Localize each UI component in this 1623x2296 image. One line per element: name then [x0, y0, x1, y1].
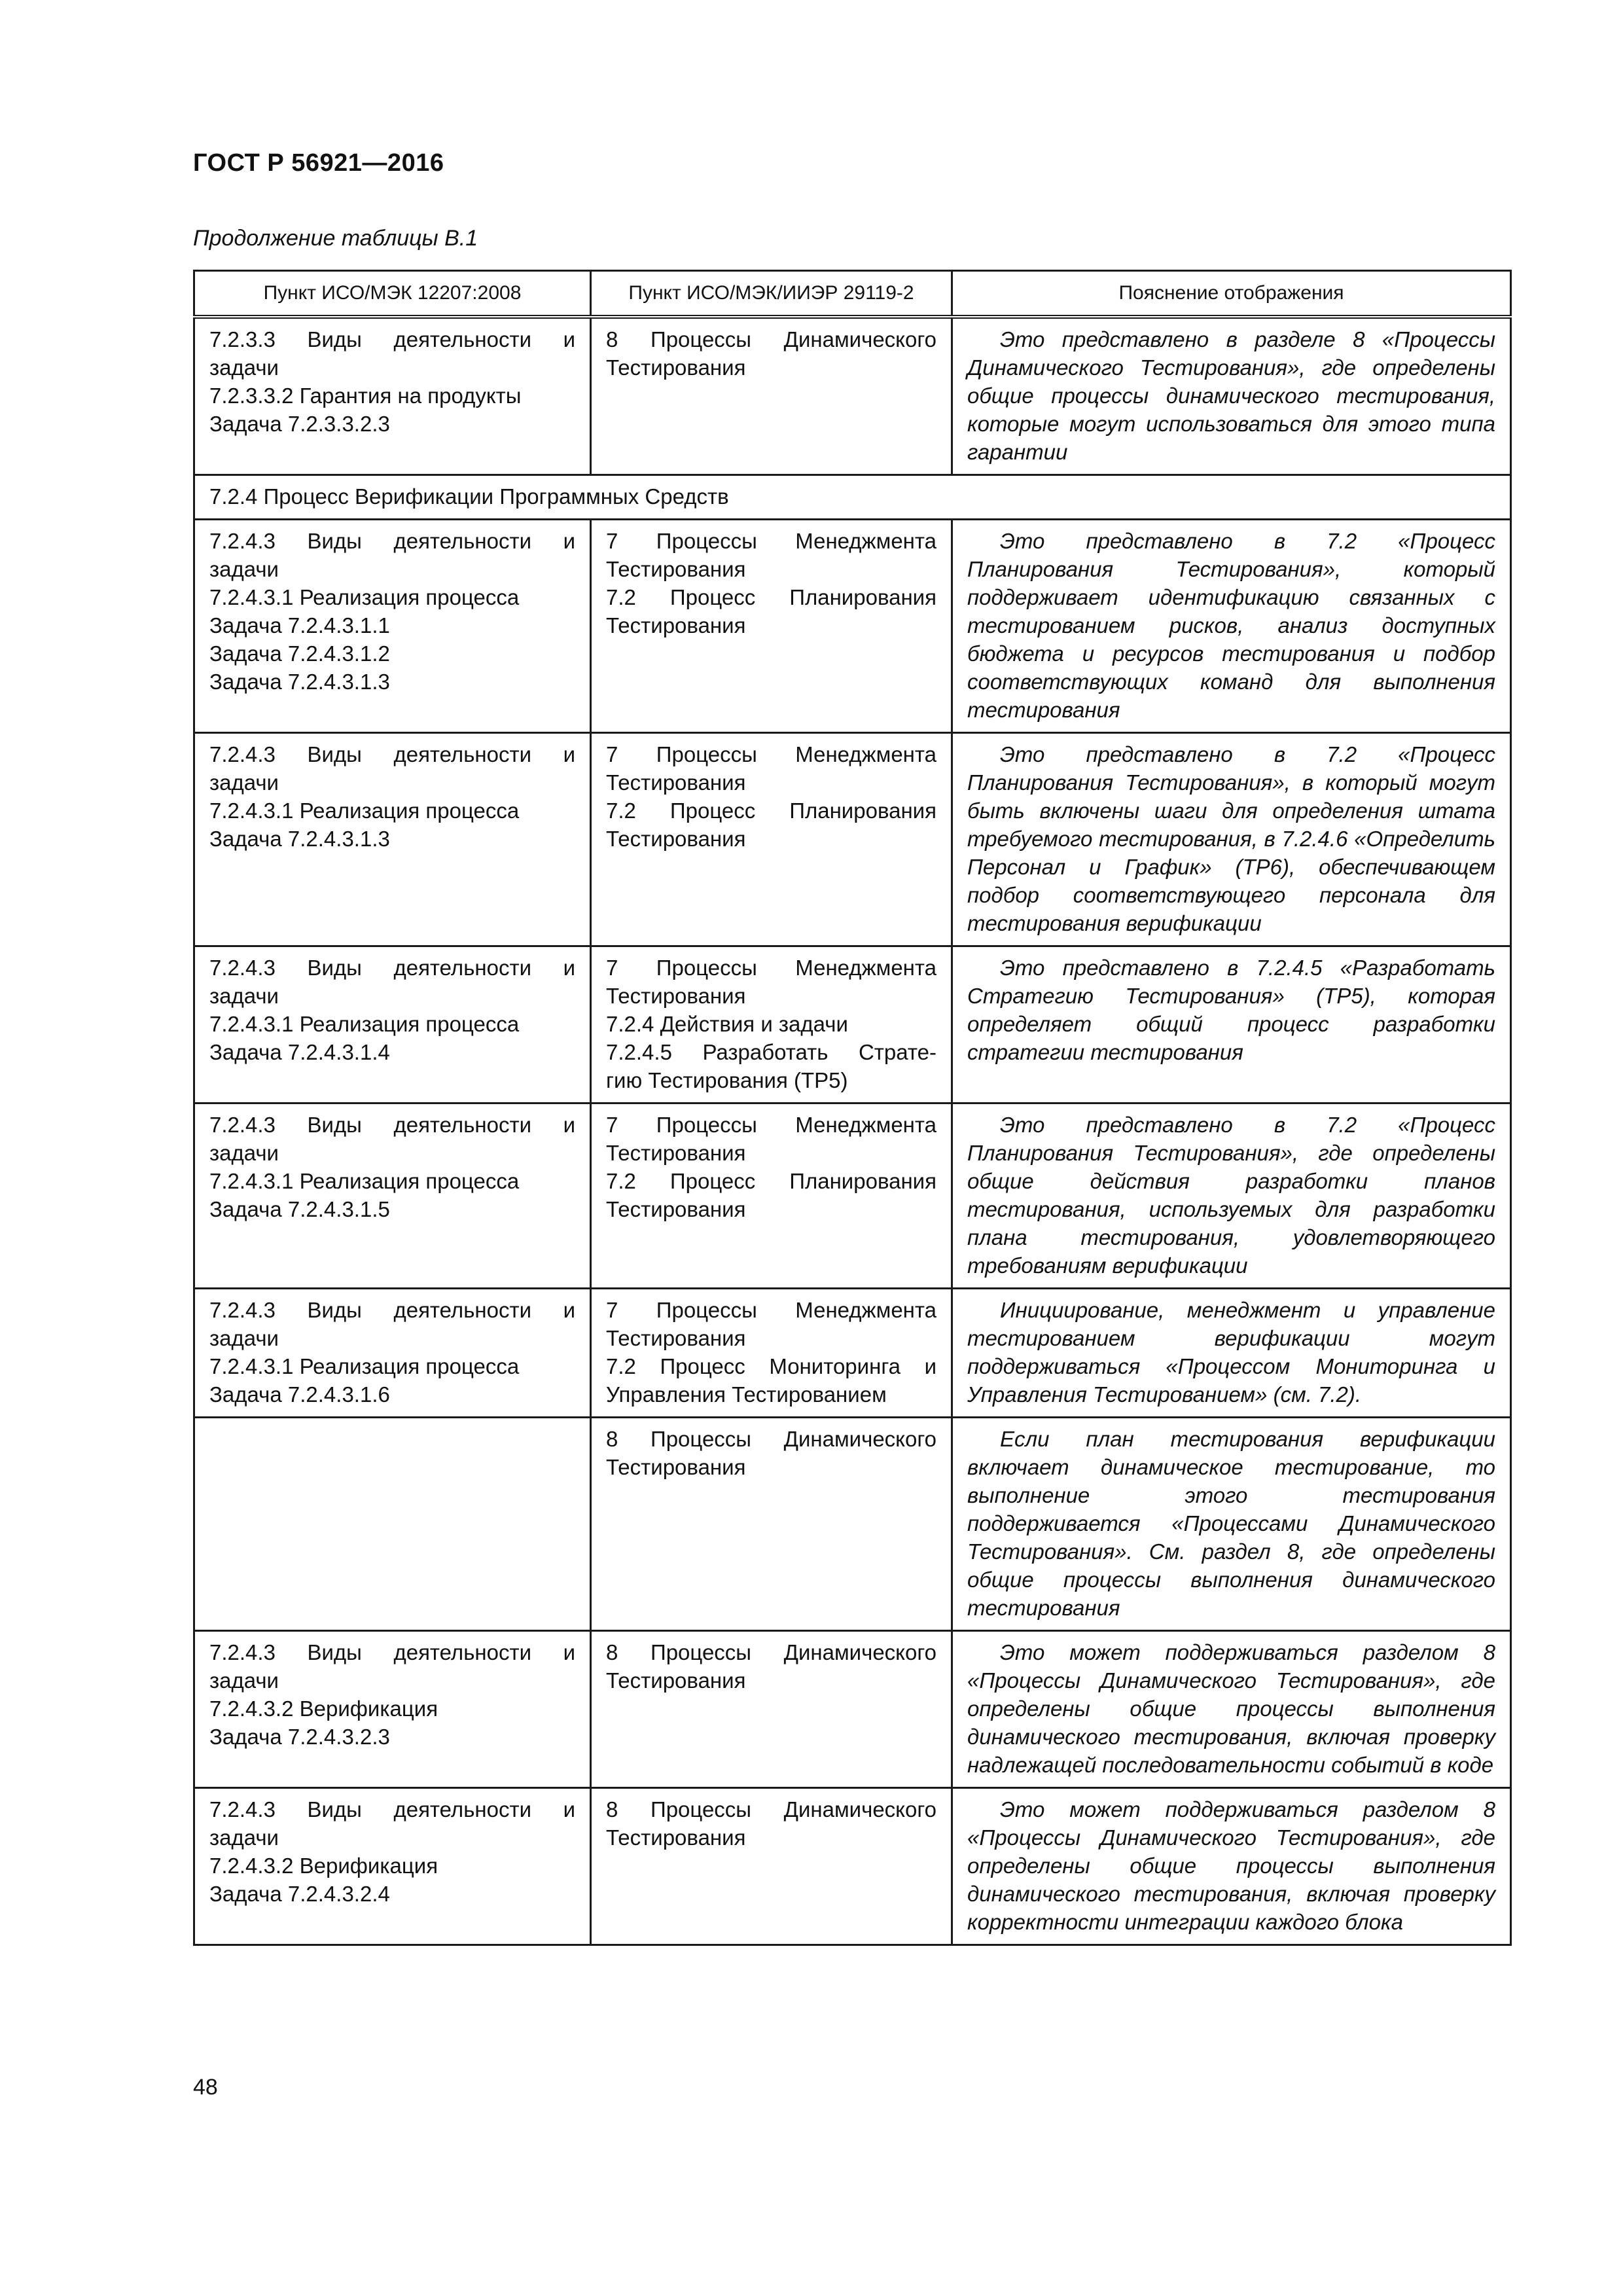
cell-line: Тестирования: [606, 1326, 746, 1350]
cell-iso29119-clause: [591, 1788, 952, 1945]
cell-line: 8 Процессы Динамического: [606, 1797, 936, 1821]
cell-line: 7.2.4 Действия и задачи: [606, 1012, 848, 1036]
table-row: [194, 1788, 1511, 1945]
cell-line: Задача 7.2.4.3.1.3: [209, 670, 390, 694]
cell-iso12207-clause: [194, 1418, 591, 1631]
explanation-text: Это может поддерживаться разделом 8 «Процессы Динамического Тестирования», где определены общие процессы выполнения динамического тестирования, включая проверку надлежащей последовательности событий в коде: [967, 1640, 1495, 1777]
cell-line: Управления Тестированием: [606, 1382, 887, 1407]
explanation-text: Если план тестирования верификации включает динамическое тестирование, то выполнение этого тестирования поддерживается «Процессами Динамического Тестирования». См. раздел 8, где определены общие процессы выполнения динамического тестирования: [967, 1427, 1495, 1620]
cell-line: Тестирования: [606, 1825, 746, 1850]
cell-line: 7 Процессы Менеджмента: [606, 956, 936, 980]
cell-line: гию Тестирования (ТР5): [606, 1068, 848, 1092]
cell-line: 7 Процессы Менеджмента: [606, 1113, 936, 1137]
table-row: [194, 1631, 1511, 1788]
cell-line: 7.2.4.3.2 Верификация: [209, 1696, 438, 1721]
mapping-table-container: [193, 270, 1510, 1946]
cell-line: Задача 7.2.4.3.1.3: [209, 827, 390, 851]
cell-line: Тестирования: [606, 984, 746, 1008]
table-row: [194, 520, 1511, 733]
cell-line: 7.2.4.3.1 Реализация процесса: [209, 1169, 520, 1193]
cell-line: Тестирования: [606, 613, 746, 637]
cell-iso12207-clause: [194, 317, 591, 475]
cell-line: Тестирования: [606, 1668, 746, 1693]
cell-iso12207-clause: [194, 946, 591, 1103]
cell-line: Задача 7.2.4.3.2.3: [209, 1725, 390, 1749]
cell-line: задачи: [209, 355, 279, 380]
cell-line: Тестирования: [606, 1455, 746, 1479]
column-header-iso29119: Пункт ИСО/МЭК/ИИЭР 29119-2: [591, 271, 952, 317]
table-row: [194, 317, 1511, 475]
cell-line: 7.2.4.3.1 Реализация процесса: [209, 1012, 520, 1036]
explanation-text: Это представлено в 7.2 «Процесс Планирования Тестирования», где определены общие действия разработки планов тестирования, используемых для разработки плана тестирования, удовлетворяющего требованиям верификации: [967, 1113, 1495, 1278]
cell-line: задачи: [209, 1141, 279, 1165]
page-number: 48: [193, 2075, 218, 2100]
table-section-row: [194, 475, 1511, 520]
cell-line: 7.2.4.3.2 Верификация: [209, 1854, 438, 1878]
cell-line: 7.2.4.3 Виды деятельности и: [209, 1797, 575, 1821]
cell-iso29119-clause: [591, 1631, 952, 1788]
table-row: [194, 733, 1511, 946]
cell-iso29119-clause: [591, 1289, 952, 1418]
cell-iso29119-clause: [591, 1418, 952, 1631]
document-standard-header: ГОСТ Р 56921—2016: [193, 149, 444, 177]
cell-line: Задача 7.2.4.3.1.5: [209, 1197, 390, 1221]
explanation-text: Это представлено в 7.2 «Процесс Планирования Тестирования», в который могут быть включены шаги для определения штата требуемого тестирования, в 7.2.4.6 «Определить Персонал и График» (ТР6), обеспечивающем подбор соответствующего персонала для тестирования верификации: [967, 742, 1495, 935]
cell-iso29119-clause: [591, 1103, 952, 1289]
cell-mapping-explanation: [952, 1418, 1511, 1631]
explanation-text: Это представлено в 7.2 «Процесс Планирования Тестирования», который поддерживает идентификацию связанных с тестированием рисков, анализ доступных бюджета и ресурсов тестирования и подбор соответствующих команд для выполнения тестирования: [967, 529, 1495, 722]
explanation-text: Это может поддерживаться разделом 8 «Процессы Динамического Тестирования», где определены общие процессы выполнения динамического тестирования, включая проверку корректности интеграции каждого блока: [967, 1797, 1495, 1934]
cell-line: задачи: [209, 1825, 279, 1850]
cell-line: Задача 7.2.4.3.1.1: [209, 613, 390, 637]
cell-line: 7 Процессы Менеджмента: [606, 529, 936, 553]
cell-line: Тестирования: [606, 355, 746, 380]
cell-line: 7.2 Процесс Планирования: [606, 1169, 936, 1193]
section-heading: 7.2.4 Процесс Верификации Программных Средств: [194, 475, 1511, 520]
cell-line: задачи: [209, 1326, 279, 1350]
cell-line: 7.2.3.3.2 Гарантия на продукты: [209, 384, 522, 408]
cell-line: 7 Процессы Менеджмента: [606, 1298, 936, 1322]
cell-line: Тестирования: [606, 827, 746, 851]
cell-line: 7.2 Процесс Мониторинга и: [606, 1354, 936, 1378]
cell-line: Тестирования: [606, 770, 746, 795]
cell-line: Задача 7.2.4.3.1.6: [209, 1382, 390, 1407]
cell-line: 7.2 Процесс Планирования: [606, 798, 936, 823]
cell-mapping-explanation: [952, 946, 1511, 1103]
cell-mapping-explanation: [952, 733, 1511, 946]
cell-mapping-explanation: [952, 520, 1511, 733]
cell-line: 7.2.4.3.1 Реализация процесса: [209, 798, 520, 823]
explanation-text: Это представлено в 7.2.4.5 «Разработать Стратегию Тестирования» (ТР5), которая определяет общий процесс разработки стратегии тестирования: [967, 956, 1495, 1064]
column-header-explanation: Пояснение отображения: [952, 271, 1511, 317]
cell-line: 8 Процессы Динамического: [606, 327, 936, 351]
cell-line: 7.2.4.3 Виды деятельности и: [209, 1298, 575, 1322]
cell-iso29119-clause: [591, 520, 952, 733]
cell-iso29119-clause: [591, 946, 952, 1103]
cell-mapping-explanation: [952, 1788, 1511, 1945]
cell-line: 7 Процессы Менеджмента: [606, 742, 936, 766]
table-row: [194, 1289, 1511, 1418]
cell-iso12207-clause: [194, 1103, 591, 1289]
cell-line: 7.2.4.3.1 Реализация процесса: [209, 585, 520, 609]
cell-line: 7.2.4.3 Виды деятельности и: [209, 742, 575, 766]
cell-line: Задача 7.2.4.3.1.4: [209, 1040, 390, 1064]
cell-line: 7.2.4.3 Виды деятельности и: [209, 529, 575, 553]
explanation-text: Это представлено в разделе 8 «Процессы Динамического Тестирования», где определены общие процессы динамического тестирования, которые могут использоваться для этого типа гарантии: [967, 327, 1495, 464]
table-row: [194, 946, 1511, 1103]
cell-line: задачи: [209, 984, 279, 1008]
table-header-row: [194, 271, 1511, 317]
cell-line: задачи: [209, 1668, 279, 1693]
cell-iso29119-clause: [591, 733, 952, 946]
table-row: [194, 1418, 1511, 1631]
cell-line: 7.2.4.3 Виды деятельности и: [209, 1640, 575, 1664]
mapping-table: [193, 270, 1512, 1946]
cell-line: 7.2.4.5 Разработать Страте-: [606, 1040, 936, 1064]
cell-mapping-explanation: [952, 317, 1511, 475]
cell-line: Тестирования: [606, 1197, 746, 1221]
explanation-text: Инициирование, менеджмент и управление тестированием верификации могут поддерживаться «Процессом Мониторинга и Управления Тестированием» (см. 7.2).: [967, 1298, 1495, 1407]
cell-line: 7.2.4.3 Виды деятельности и: [209, 956, 575, 980]
cell-line: Задача 7.2.3.3.2.3: [209, 412, 390, 436]
cell-line: 8 Процессы Динамического: [606, 1427, 936, 1451]
cell-line: 7.2.3.3 Виды деятельности и: [209, 327, 575, 351]
column-header-iso12207: Пункт ИСО/МЭК 12207:2008: [194, 271, 591, 317]
cell-iso12207-clause: [194, 1631, 591, 1788]
cell-iso12207-clause: [194, 733, 591, 946]
cell-mapping-explanation: [952, 1631, 1511, 1788]
cell-line: Тестирования: [606, 1141, 746, 1165]
cell-line: Тестирования: [606, 557, 746, 581]
cell-line: 8 Процессы Динамического: [606, 1640, 936, 1664]
cell-mapping-explanation: [952, 1103, 1511, 1289]
cell-mapping-explanation: [952, 1289, 1511, 1418]
cell-iso12207-clause: [194, 1788, 591, 1945]
cell-iso12207-clause: [194, 1289, 591, 1418]
table-body: [194, 317, 1511, 1945]
cell-line: 7.2.4.3.1 Реализация процесса: [209, 1354, 520, 1378]
cell-line: задачи: [209, 770, 279, 795]
table-caption: Продолжение таблицы В.1: [193, 226, 478, 251]
cell-line: Задача 7.2.4.3.2.4: [209, 1882, 390, 1906]
cell-line: Задача 7.2.4.3.1.2: [209, 641, 390, 666]
table-row: [194, 1103, 1511, 1289]
cell-line: 7.2.4.3 Виды деятельности и: [209, 1113, 575, 1137]
cell-line: задачи: [209, 557, 279, 581]
cell-line: 7.2 Процесс Планирования: [606, 585, 936, 609]
cell-iso12207-clause: [194, 520, 591, 733]
cell-iso29119-clause: [591, 317, 952, 475]
